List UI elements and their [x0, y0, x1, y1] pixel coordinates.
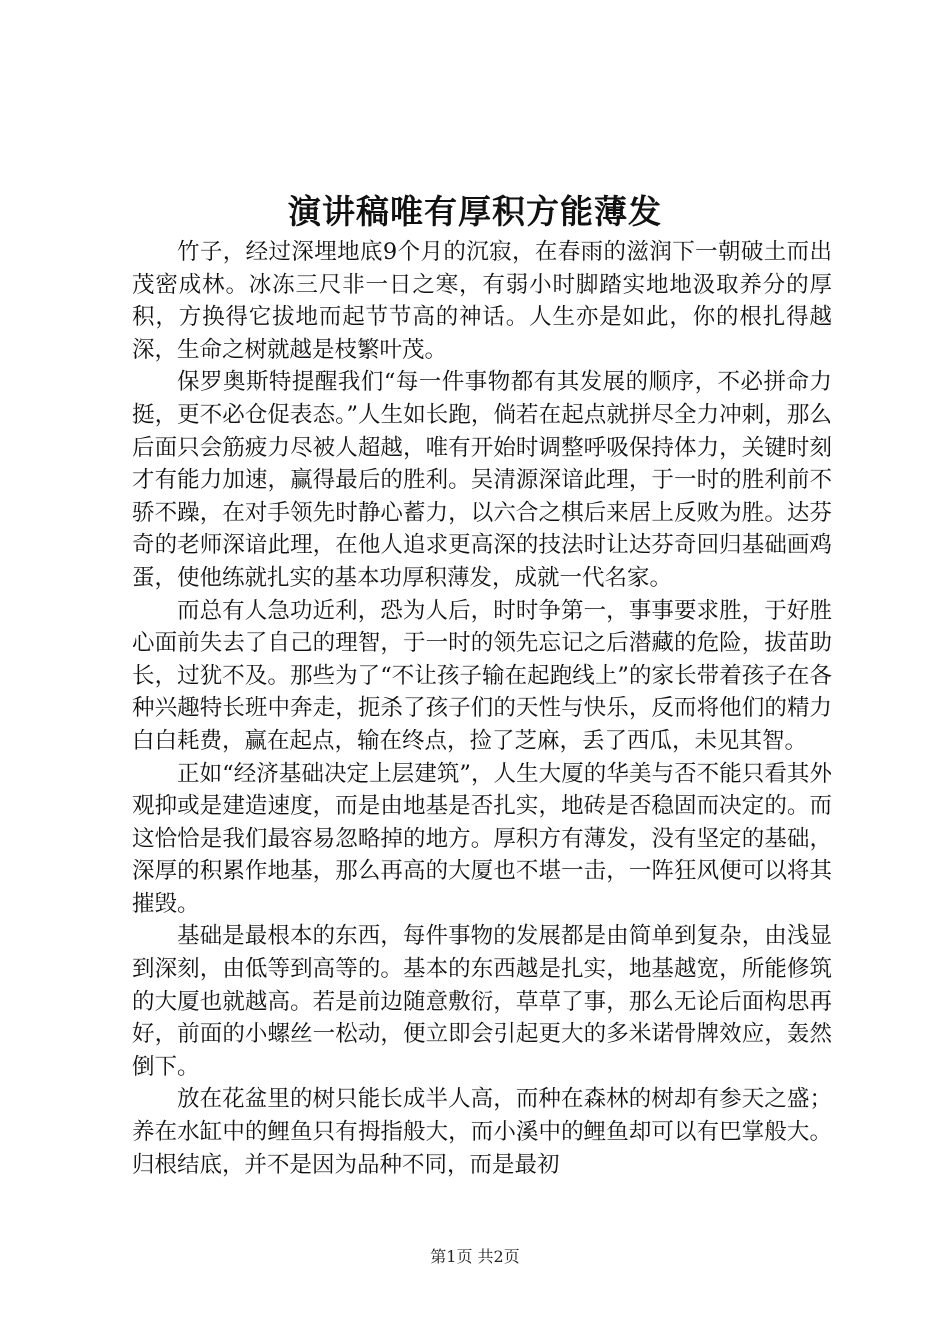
paragraph-5: 基础是最根本的东西，每件事物的发展都是由简单到复杂，由浅显到深刻，由低等到高等的。基本的东西越是扎实，地基越宽，所能修筑的大厦也就越高。若是前边随意敷衍，草草了事，那么无论后面构思再好，前面的小螺丝一松动，便立即会引起更大的多米诺骨牌效应，轰然倒下。	[132, 923, 832, 1080]
paragraph-3: 而总有人急功近利，恐为人后，时时争第一，事事要求胜，于好胜心面前失去了自己的理智，于一时的领先忘记之后潜藏的危险，拔苗助长，过犹不及。那些为了“不让孩子输在起跑线上”的家长带着孩子在各种兴趣特长班中奔走，扼杀了孩子们的天性与快乐，反而将他们的精力白白耗费，赢在起点，输在终点，捡了芝麻，丢了西瓜，未见其智。	[132, 597, 832, 754]
paragraph-6: 放在花盆里的树只能长成半人高，而种在森林的树却有参天之盛；养在水缸中的鲤鱼只有拇指般大，而小溪中的鲤鱼却可以有巴掌般大。归根结底，并不是因为品种不同，而是最初	[132, 1086, 832, 1178]
paragraph-2: 保罗奥斯特提醒我们“每一件事物都有其发展的顺序，不必拼命力挺，更不必仓促表态。”人生如长跑，倘若在起点就拼尽全力冲刺，那么后面只会筋疲力尽被人超越，唯有开始时调整呼吸保持体力，关键时刻才有能力加速，赢得最后的胜利。吴清源深谙此理，于一时的胜利前不骄不躁，在对手领先时静心蓄力，以六合之棋后来居上反败为胜。达芬奇的老师深谙此理，在他人追求更高深的技法时让达芬奇回归基础画鸡蛋，使他练就扎实的基本功厚积薄发，成就一代名家。	[132, 369, 832, 591]
paragraph-1: 竹子，经过深埋地底9个月的沉寂，在春雨的滋润下一朝破土而出茂密成林。冰冻三尺非一日之寒，有弱小时脚踏实地地汲取养分的厚积，方换得它拔地而起节节高的神话。人生亦是如此，你的根扎得越深，生命之树就越是枝繁叶茂。	[132, 239, 832, 363]
paragraph-4: 正如“经济基础决定上层建筑”，人生大厦的华美与否不能只看其外观抑或是建造速度，而是由地基是否扎实，地砖是否稳固而决定的。而这恰恰是我们最容易忽略掉的地方。厚积方有薄发，没有坚定的基础，深厚的积累作地基，那么再高的大厦也不堪一击，一阵狂风便可以将其摧毁。	[132, 760, 832, 917]
page-footer: 第1页 共2页	[430, 1247, 520, 1266]
document-body	[132, 236, 832, 1181]
document-title: 演讲稿唯有厚积方能薄发	[288, 192, 662, 231]
